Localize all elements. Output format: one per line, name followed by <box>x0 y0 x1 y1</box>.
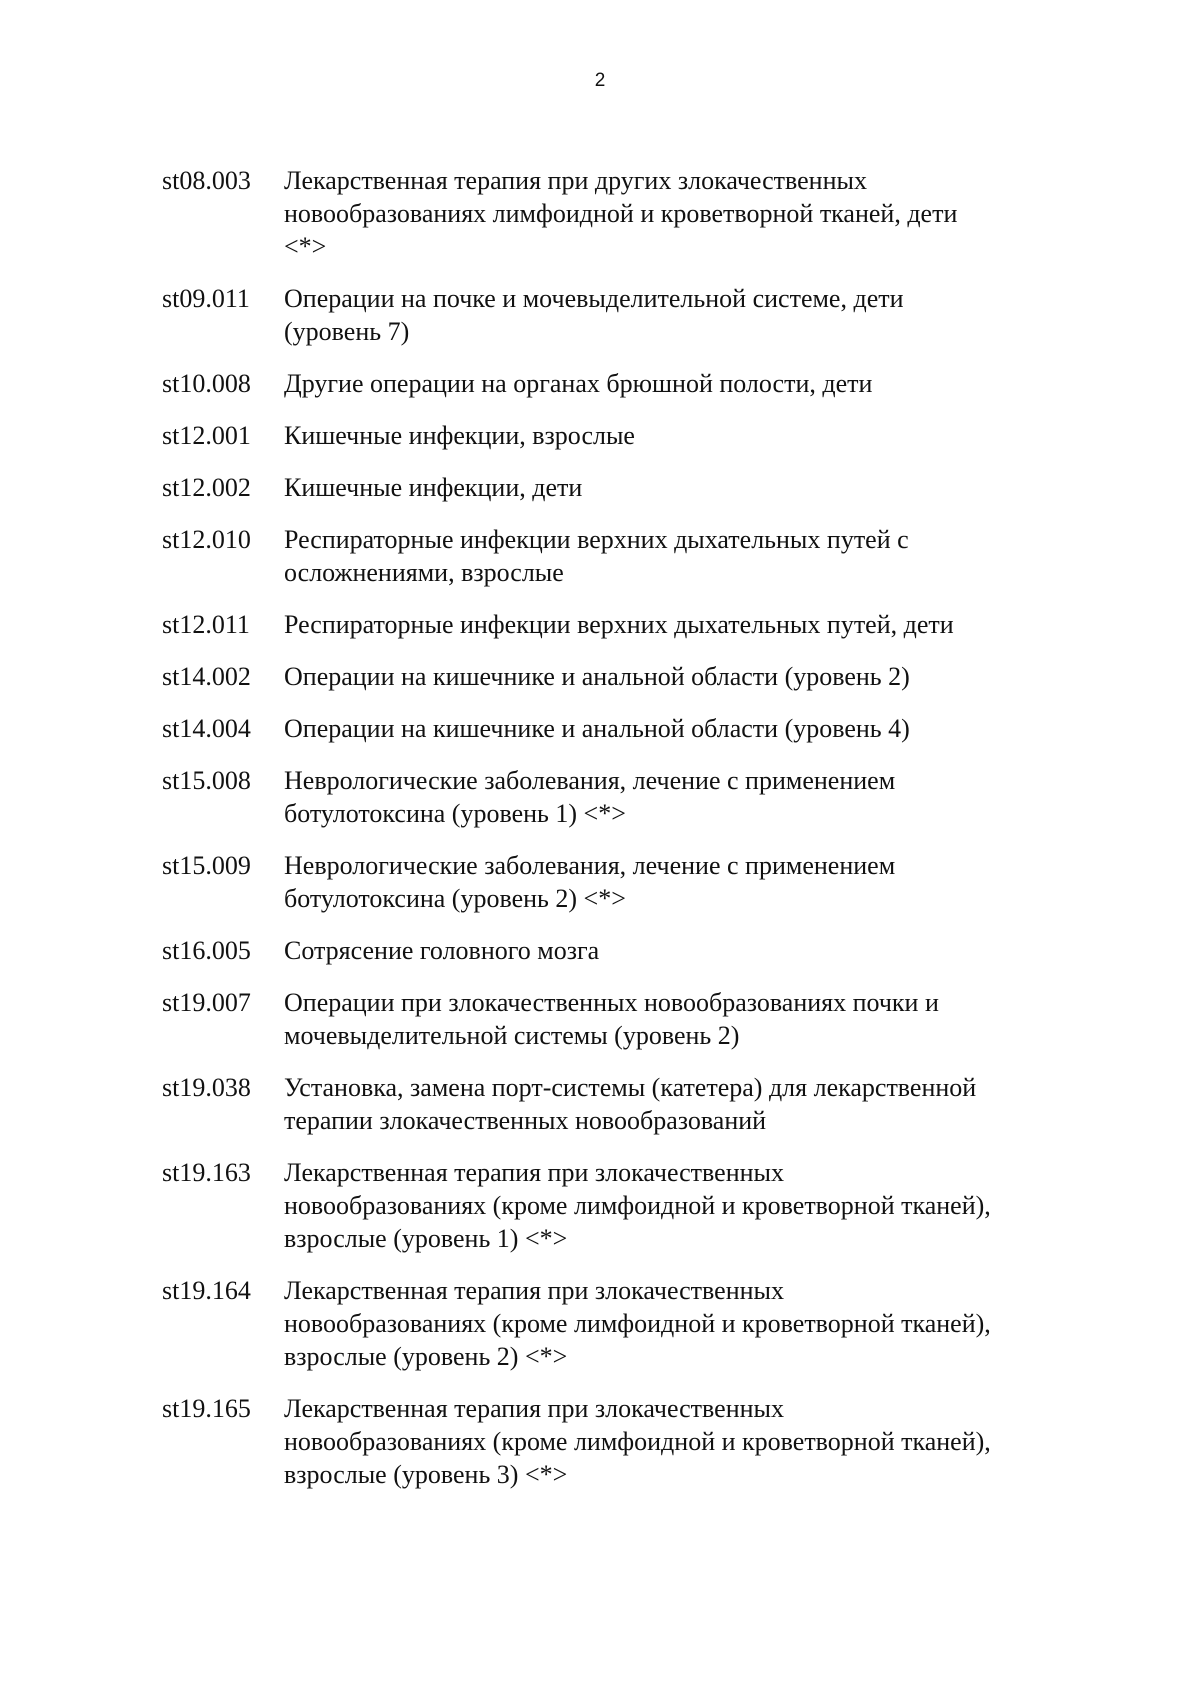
description-line: новообразованиях (кроме лимфоидной и кроветворной тканей), <box>284 1191 991 1220</box>
list-item <box>162 471 1082 504</box>
description-line: взрослые (уровень 2) <*> <box>284 1342 568 1371</box>
entry-code: st19.164 <box>162 1276 251 1305</box>
description-line: терапии злокачественных новообразований <box>284 1106 767 1135</box>
list-item <box>162 282 1082 348</box>
entry-code: st16.005 <box>162 936 251 965</box>
entry-description <box>284 1071 1082 1137</box>
description-line: мочевыделительной системы (уровень 2) <box>284 1021 740 1050</box>
description-line: (уровень 7) <box>284 317 410 346</box>
description-line: Лекарственная терапия при злокачественных <box>284 1394 784 1423</box>
entry-description <box>284 1274 1082 1373</box>
description-line: ботулотоксина (уровень 2) <*> <box>284 884 626 913</box>
entry-description <box>284 1156 1082 1255</box>
entry-description <box>284 934 1082 967</box>
description-line: Неврологические заболевания, лечение с применением <box>284 851 896 880</box>
description-line: Другие операции на органах брюшной полости, дети <box>284 369 873 398</box>
list-item <box>162 164 1082 263</box>
description-line: Респираторные инфекции верхних дыхательных путей, дети <box>284 610 954 639</box>
description-line: Операции на кишечнике и анальной области (уровень 4) <box>284 714 910 743</box>
entry-code: st19.165 <box>162 1394 251 1423</box>
page-number: 2 <box>594 70 606 91</box>
description-line: Операции на кишечнике и анальной области (уровень 2) <box>284 662 910 691</box>
description-line: Кишечные инфекции, взрослые <box>284 421 635 450</box>
list-item <box>162 419 1082 452</box>
entry-description <box>284 164 1082 263</box>
list-item <box>162 764 1082 830</box>
description-line: Установка, замена порт-системы (катетера) для лекарственной <box>284 1073 977 1102</box>
description-line: новообразованиях (кроме лимфоидной и кроветворной тканей), <box>284 1309 991 1338</box>
description-line: Сотрясение головного мозга <box>284 936 600 965</box>
entry-description <box>284 986 1082 1052</box>
entry-description <box>284 367 1082 400</box>
entry-code: st14.004 <box>162 714 251 743</box>
entry-description <box>284 712 1082 745</box>
list-item <box>162 608 1082 641</box>
entry-code: st12.011 <box>162 610 250 639</box>
list-item <box>162 986 1082 1052</box>
description-line: Лекарственная терапия при других злокачественных <box>284 166 867 195</box>
entry-code: st15.008 <box>162 766 251 795</box>
entry-code: st19.007 <box>162 988 251 1017</box>
entry-code: st12.002 <box>162 473 251 502</box>
entry-description <box>284 1392 1082 1491</box>
description-line: взрослые (уровень 3) <*> <box>284 1460 568 1489</box>
list-item <box>162 1071 1082 1137</box>
description-line: взрослые (уровень 1) <*> <box>284 1224 568 1253</box>
entry-code: st19.163 <box>162 1158 251 1187</box>
entry-code: st14.002 <box>162 662 251 691</box>
entry-description <box>284 849 1082 915</box>
description-line: новообразованиях лимфоидной и кроветворной тканей, дети <box>284 199 958 228</box>
entry-list <box>162 164 1082 1510</box>
list-item <box>162 712 1082 745</box>
entry-description <box>284 764 1082 830</box>
entry-description <box>284 660 1082 693</box>
entry-code: st10.008 <box>162 369 251 398</box>
description-line: Операции при злокачественных новообразованиях почки и <box>284 988 939 1017</box>
list-item <box>162 367 1082 400</box>
entry-code: st15.009 <box>162 851 251 880</box>
entry-description <box>284 471 1082 504</box>
list-item <box>162 1392 1082 1491</box>
list-item <box>162 1156 1082 1255</box>
entry-description <box>284 282 1082 348</box>
description-line: ботулотоксина (уровень 1) <*> <box>284 799 626 828</box>
description-line: Операции на почке и мочевыделительной системе, дети <box>284 284 904 313</box>
list-item <box>162 1274 1082 1373</box>
list-item <box>162 934 1082 967</box>
list-item <box>162 523 1082 589</box>
list-item <box>162 660 1082 693</box>
entry-description <box>284 419 1082 452</box>
entry-description <box>284 608 1082 641</box>
entry-code: st12.001 <box>162 421 251 450</box>
entry-description <box>284 523 1082 589</box>
description-line: <*> <box>284 232 327 261</box>
description-line: новообразованиях (кроме лимфоидной и кроветворной тканей), <box>284 1427 991 1456</box>
entry-code: st09.011 <box>162 284 250 313</box>
list-item <box>162 849 1082 915</box>
entry-code: st19.038 <box>162 1073 251 1102</box>
description-line: Кишечные инфекции, дети <box>284 473 583 502</box>
entry-code: st08.003 <box>162 166 251 195</box>
description-line: Лекарственная терапия при злокачественных <box>284 1276 784 1305</box>
description-line: Лекарственная терапия при злокачественных <box>284 1158 784 1187</box>
description-line: Респираторные инфекции верхних дыхательных путей с <box>284 525 909 554</box>
entry-code: st12.010 <box>162 525 251 554</box>
description-line: осложнениями, взрослые <box>284 558 564 587</box>
description-line: Неврологические заболевания, лечение с применением <box>284 766 896 795</box>
